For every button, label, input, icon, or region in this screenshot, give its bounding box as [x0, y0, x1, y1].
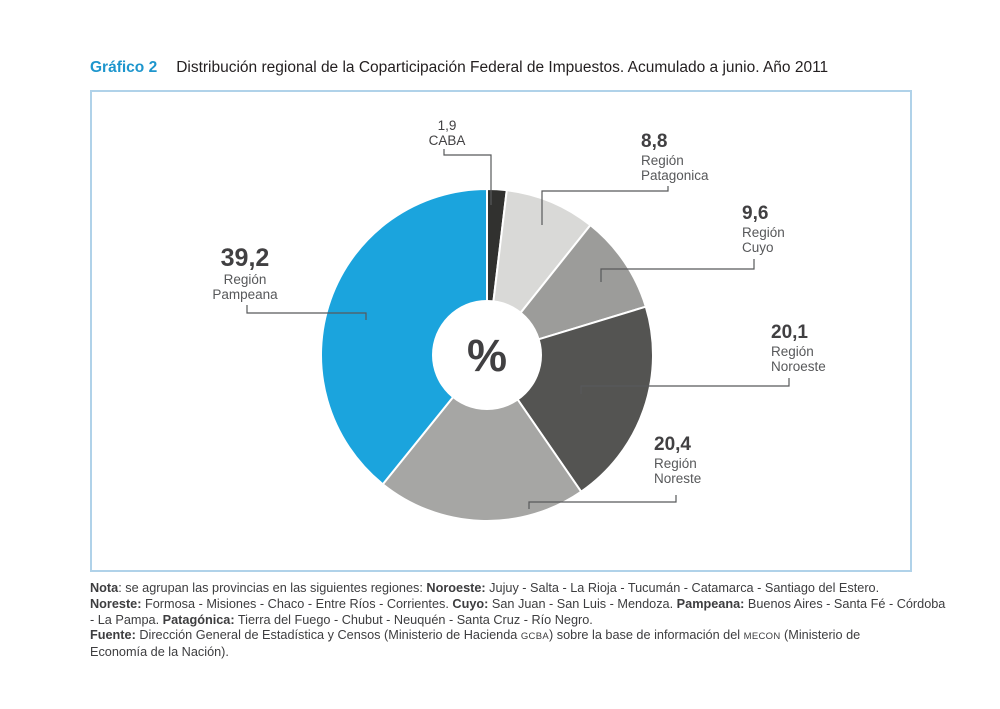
slice-name: CABA [428, 133, 466, 149]
note-text: ) sobre la base de información del [548, 628, 744, 643]
chart-header [90, 58, 828, 77]
note-text: : se agrupan las provincias en las siguientes regiones: [118, 581, 427, 595]
slice-name: Cuyo [742, 239, 774, 255]
note-keyword: Pampeana: [676, 596, 745, 611]
figure-label: Gráfico 2 [90, 59, 158, 76]
slice-name: Patagonica [641, 167, 709, 183]
note-text: Buenos Aires - Santa Fé - Córdoba [744, 596, 946, 611]
slice-name: Pampeana [212, 287, 278, 303]
note-text: Formosa - Misiones - Chaco - Entre Ríos - Corrientes. [141, 596, 453, 611]
note-text: Economía de la Nación). [90, 645, 229, 660]
note-text: Dirección General de Estadística y Censos (Ministerio de Hacienda [135, 628, 521, 643]
note-text: (Ministerio de [780, 628, 861, 643]
note-text: San Juan - San Luis - Mendoza. [488, 596, 677, 611]
note-keyword: Cuyo: [452, 596, 489, 611]
center-percent-label: % [466, 330, 508, 381]
slice-value: 9,6 [742, 203, 769, 224]
slice-name: Región [641, 152, 684, 168]
note-keyword: Noroeste: [426, 581, 486, 595]
chart-area [90, 90, 912, 572]
slice-value: 8,8 [641, 131, 668, 152]
note-text: Tierra del Fuego - Chubut - Neuquén - Santa Cruz - Río Negro. [234, 612, 593, 627]
note-text: - La Pampa. [90, 612, 163, 627]
slice-name: Región [771, 343, 814, 359]
slice-label-cuyo [742, 204, 785, 255]
slice-name: Noreste [654, 470, 702, 486]
slice-name: Región [742, 224, 785, 240]
slice-value: 39,2 [220, 244, 270, 272]
note-keyword: Noreste: [90, 596, 142, 611]
chart-title: Distribución regional de la Coparticipación Federal de Impuestos. Acumulado a junio. Año 2011 [176, 59, 829, 76]
slice-name: Noroeste [771, 358, 826, 374]
abbreviation: MECON [743, 631, 781, 643]
note-keyword: Nota [90, 581, 119, 595]
note-text: Jujuy - Salta - La Rioja - Tucumán - Catamarca - Santiago del Estero. [485, 581, 880, 595]
slice-name: Región [223, 272, 267, 287]
note-keyword: Fuente: [90, 628, 136, 643]
slice-label-noreste [654, 435, 701, 486]
slice-label-noroeste [771, 323, 826, 374]
slice-label-pampeana [184, 245, 306, 303]
slice-value: 20,1 [771, 322, 808, 343]
slice-value: 20,4 [654, 434, 691, 455]
slice-label-patagonica [641, 132, 709, 183]
slice-name: Región [654, 455, 697, 471]
abbreviation: GCBA [520, 631, 549, 643]
slice-label-caba [412, 119, 482, 149]
footnote [90, 581, 970, 661]
note-keyword: Patagónica: [162, 612, 235, 627]
slice-value: 1,9 [437, 118, 457, 133]
